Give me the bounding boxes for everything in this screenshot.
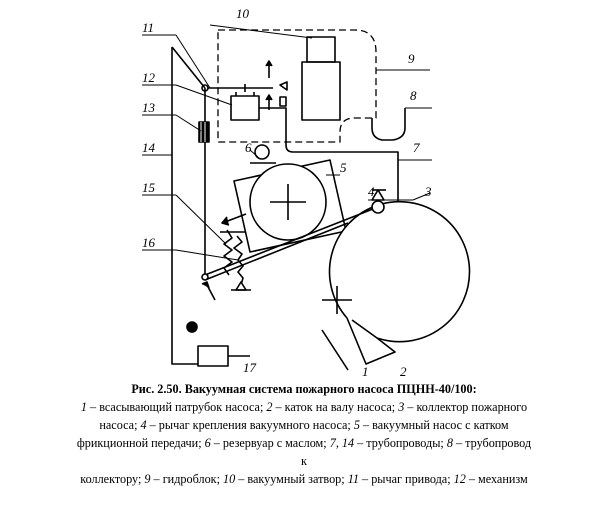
- suction-inlet-1: [322, 330, 348, 370]
- caption-line-2: насоса; 4 – рычаг крепления вакуумного насоса; 5 – вакуумный насос с катком: [99, 418, 509, 432]
- vacuum-valve-body: [302, 62, 340, 120]
- label-14: 14: [142, 140, 155, 155]
- pump-roller-2: [330, 202, 470, 342]
- label-4: 4: [368, 184, 375, 199]
- label-11: 11: [142, 20, 155, 35]
- pipeline-8: [372, 108, 405, 140]
- label-16: 16: [142, 235, 155, 250]
- label-7: 7: [413, 140, 420, 155]
- label-9: 9: [408, 51, 415, 66]
- label-2: 2: [400, 364, 407, 379]
- figure-caption: [0, 380, 608, 506]
- label-12: 12: [142, 70, 155, 85]
- label-17: 17: [243, 360, 256, 375]
- label-5: 5: [340, 160, 347, 175]
- caption-line-1: 1 – всасывающий патрубок насоса; 2 – каток на валу насоса; 3 – коллектор пожарного: [80, 400, 528, 414]
- label-3: 3: [425, 184, 432, 199]
- label-1: 1: [362, 364, 369, 379]
- label-13: 13: [142, 100, 155, 115]
- hydro-block-9: [218, 30, 376, 142]
- label-10: 10: [236, 6, 249, 21]
- pipeline-14: [172, 47, 198, 364]
- caption-line-3: фрикционной передачи; 6 – резервуар с маслом; 7, 14 – трубопроводы; 8 – трубопровод: [76, 436, 532, 450]
- label-15: 15: [142, 180, 155, 195]
- label-8: 8: [410, 88, 417, 103]
- vacuum-valve-10: [307, 37, 335, 62]
- caption-line-4: к: [301, 454, 307, 468]
- oil-reservoir-6: [255, 145, 269, 159]
- handle-knob: [187, 322, 197, 332]
- mechanism-12: [231, 96, 259, 120]
- caption-title: Рис. 2.50. Вакуумная система пожарного насоса ПЦНН-40/100:: [131, 382, 477, 396]
- label-6: 6: [245, 140, 252, 155]
- spring-15: [224, 230, 232, 275]
- unit-17: [198, 346, 228, 366]
- caption-line-5: коллектору; 9 – гидроблок; 10 – вакуумный затвор; 11 – рычаг привода; 12 – механизм: [80, 472, 528, 486]
